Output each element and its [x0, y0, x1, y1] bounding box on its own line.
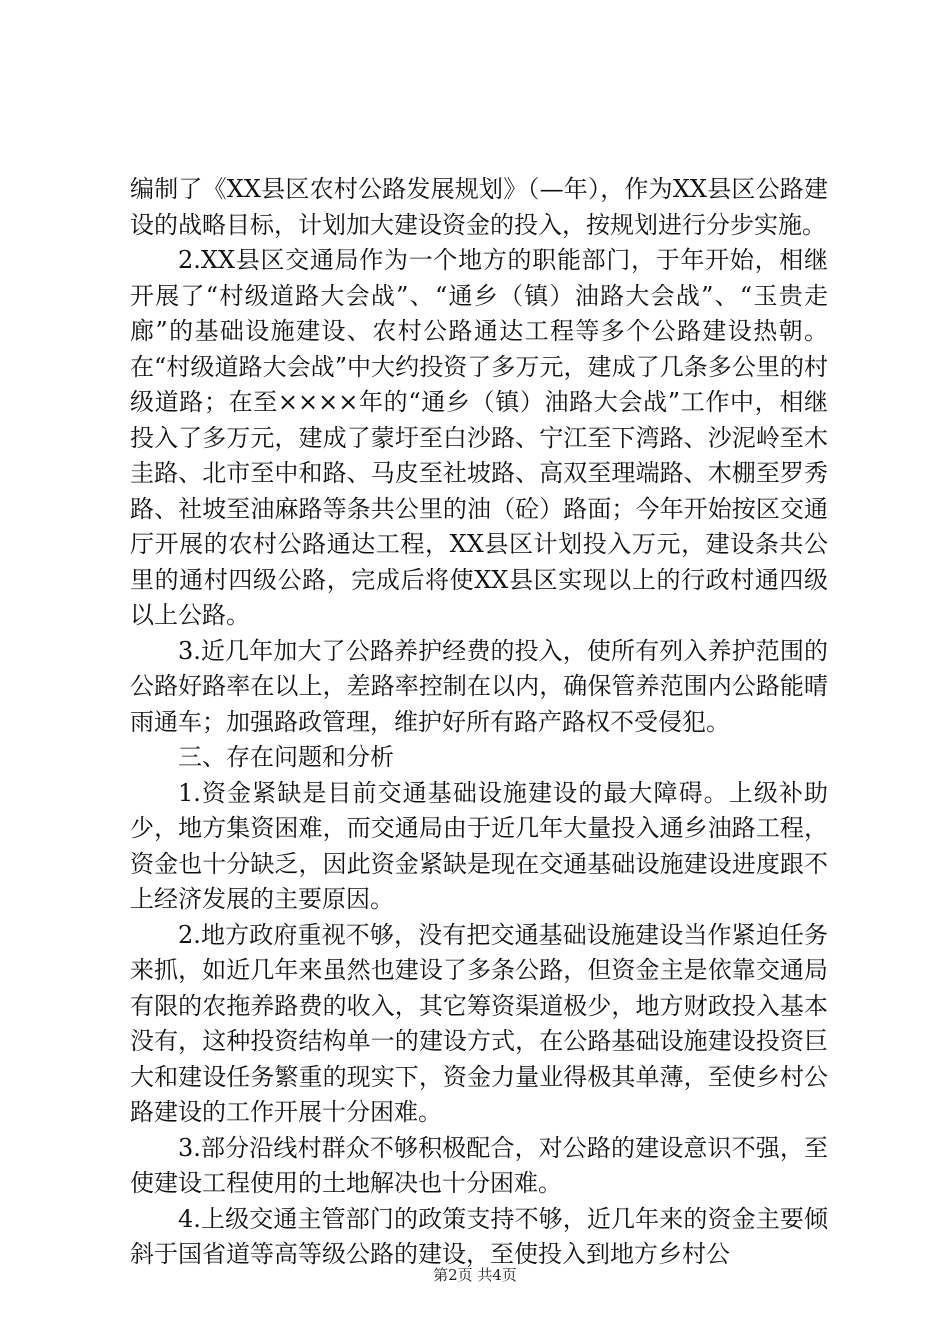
- paragraph-item-2: 2.XX县区交通局作为一个地方的职能部门，于年开始，相继开展了“村级道路大会战”、“通乡（镇）油路大会战”、“玉贵走廊”的基础设施建设、农村公路通达工程等多个公路建设热朝。在“村级道路大会战”中大约投资了多万元，建成了几条多公里的村级道路；在至××××年的“通乡（镇）油路大会战”工作中，相继投入了多万元，建成了蒙圩至白沙路、宁江至下湾路、沙泥岭至木圭路、北市至中和路、马皮至社坡路、高双至理端路、木棚至罗秀路、社坡至油麻路等条共公里的油（砼）路面；今年开始按区交通厅开展的农村公路通达工程，XX县区计划投入万元，建设条共公里的通村四级公路，完成后将使XX县区实现以上的行政村通四级以上公路。: [130, 246, 828, 629]
- problem-item-3: 3.部分沿线村群众不够积极配合，对公路的建设意识不强，至使建设工程使用的土地解决也十分困难。: [130, 1133, 828, 1197]
- problem-item-4: 4.上级交通主管部门的政策支持不够，近几年来的资金主要倾斜于国省道等高等级公路的建设，至使投入到地方乡村公: [130, 1204, 828, 1268]
- document-body: [130, 172, 828, 1273]
- page-number: 第2页 共4页: [433, 1266, 517, 1284]
- paragraph-continuation: 编制了《XX县区农村公路发展规划》（—年），作为XX县区公路建设的战略目标，计划加大建设资金的投入，按规划进行分步实施。: [130, 175, 828, 239]
- paragraph-item-3: 3.近几年加大了公路养护经费的投入，使所有列入养护范围的公路好路率在以上，差路率控制在以内，确保管养范围内公路能晴雨通车；加强路政管理，维护好所有路产路权不受侵犯。: [130, 636, 828, 736]
- page-footer: [0, 1264, 950, 1285]
- section-heading-problems: 三、存在问题和分析: [178, 743, 394, 771]
- problem-item-2: 2.地方政府重视不够，没有把交通基础设施建设当作紧迫任务来抓，如近几年来虽然也建设了多条公路，但资金主是依靠交通局有限的农拖养路费的收入，其它筹资渠道极少，地方财政投入基本没有，这种投资结构单一的建设方式，在公路基础设施建设投资巨大和建设任务繁重的现实下，资金力量业得极其单薄，至使乡村公路建设的工作开展十分困难。: [130, 920, 828, 1126]
- problem-item-1: 1.资金紧缺是目前交通基础设施建设的最大障碍。上级补助少，地方集资困难，而交通局由于近几年大量投入通乡油路工程，资金也十分缺乏，因此资金紧缺是现在交通基础设施建设进度跟不上经济发展的主要原因。: [130, 778, 828, 913]
